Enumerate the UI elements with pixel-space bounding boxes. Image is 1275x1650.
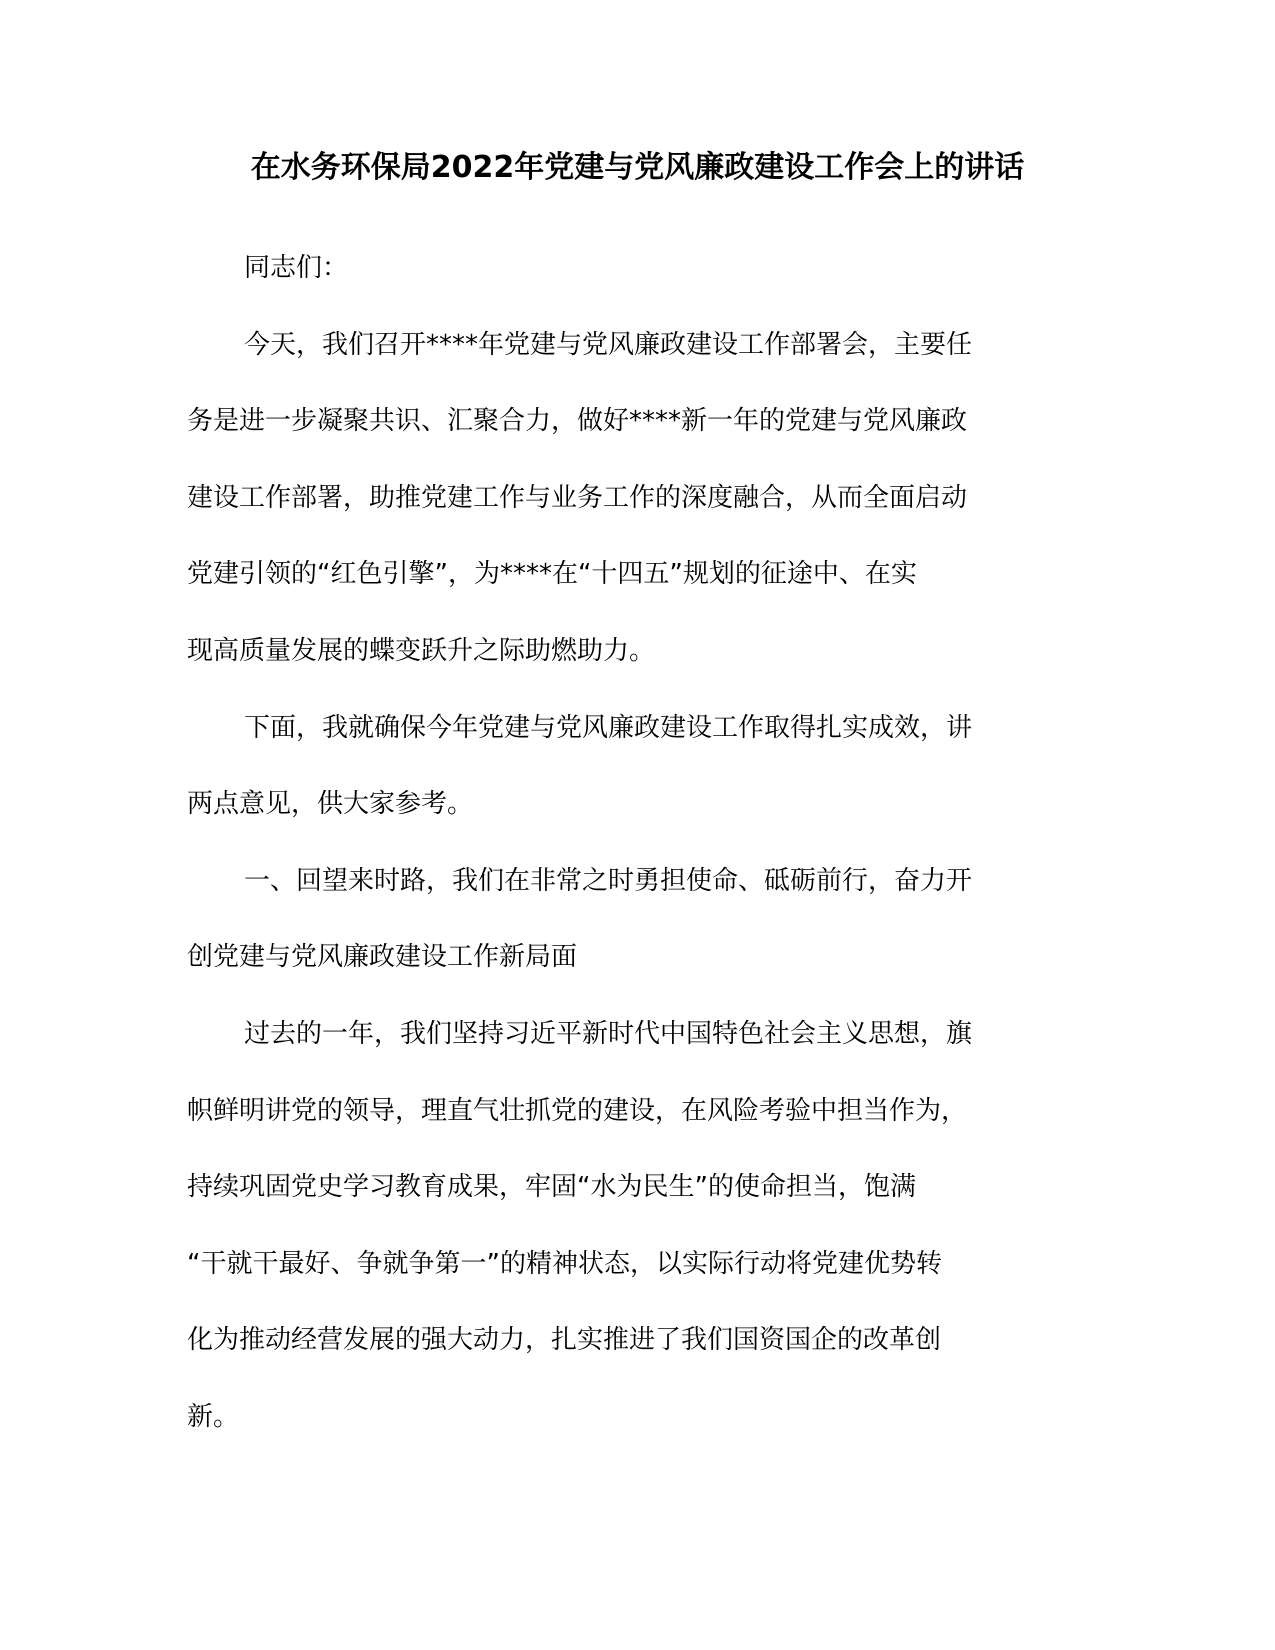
paragraph-line: 一、回望来时路，我们在非常之时勇担使命、砥砺前行，奋力开 bbox=[244, 865, 973, 896]
paragraph-3 bbox=[187, 996, 1067, 1456]
paragraph-line: 化为推动经营发展的强大动力，扎实推进了我们国资国企的改革创 bbox=[187, 1325, 942, 1356]
section-heading-1 bbox=[187, 843, 1067, 996]
paragraph-1 bbox=[187, 307, 1067, 690]
salutation: 同志们： bbox=[244, 253, 349, 283]
paragraph-line: 现高质量发展的蝶变跃升之际助燃助力。 bbox=[187, 635, 656, 666]
paragraph-line: 党建引领的“红色引擎”，为****在“十四五”规划的征途中、在实 bbox=[187, 559, 917, 590]
paragraph-line: 过去的一年，我们坚持习近平新时代中国特色社会主义思想，旗 bbox=[244, 1018, 973, 1049]
document-body bbox=[187, 230, 1067, 1456]
paragraph-line: 建设工作部署，助推党建工作与业务工作的深度融合，从而全面启动 bbox=[187, 482, 968, 513]
paragraph-line: 下面，我就确保今年党建与党风廉政建设工作取得扎实成效，讲 bbox=[244, 712, 973, 743]
paragraph-line: 创党建与党风廉政建设工作新局面 bbox=[187, 942, 578, 973]
paragraph-line: 帜鲜明讲党的领导，理直气壮抓党的建设，在风险考验中担当作为， bbox=[187, 1095, 968, 1126]
paragraph-line: 新。 bbox=[187, 1401, 240, 1432]
document-title: 在水务环保局2022年党建与党风廉政建设工作会上的讲话 bbox=[250, 150, 1025, 185]
paragraph-line: 持续巩固党史学习教育成果，牢固“水为民生”的使命担当，饱满 bbox=[187, 1172, 916, 1203]
salutation-paragraph bbox=[187, 230, 1067, 307]
paragraph-line: 务是进一步凝聚共识、汇聚合力，做好****新一年的党建与党风廉政 bbox=[187, 406, 968, 437]
paragraph-line: “干就干最好、争就争第一”的精神状态，以实际行动将党建优势转 bbox=[187, 1248, 942, 1279]
paragraph-2 bbox=[187, 690, 1067, 843]
paragraph-line: 今天，我们召开****年党建与党风廉政建设工作部署会，主要任 bbox=[244, 329, 973, 360]
paragraph-line: 两点意见，供大家参考。 bbox=[187, 789, 474, 820]
